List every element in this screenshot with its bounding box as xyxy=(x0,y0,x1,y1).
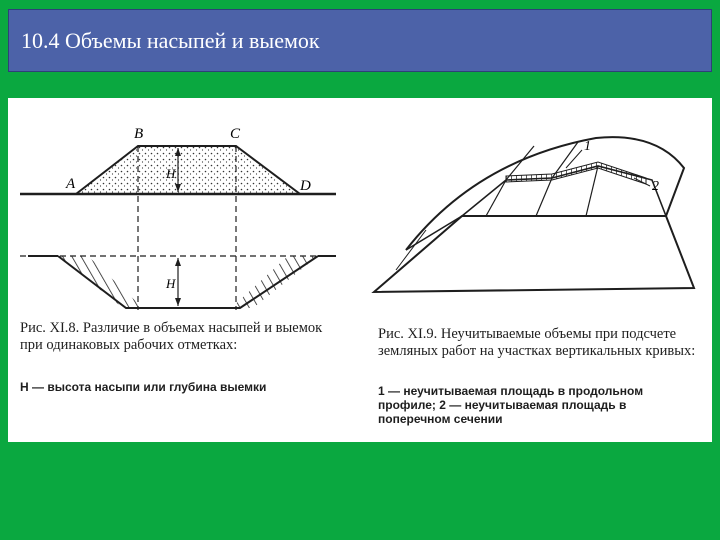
caption-left: Рис. XI.8. Различие в объемах насыпей и выемок при одинаковых рабочих отметках: xyxy=(20,320,323,353)
caption-right: Рис. XI.9. Неучитываемые объемы при подсчете земляных работ на участках вертикальных кривых: xyxy=(378,326,696,359)
vertical-curve-figure xyxy=(366,120,702,320)
outer-surface xyxy=(374,216,694,292)
note-right: 1 — неучитываемая площадь в продольном профиле; 2 — неучитываемая площадь в поперечном сечении xyxy=(378,384,644,426)
title-bar xyxy=(8,9,712,72)
embankment-fill xyxy=(76,146,300,194)
slide-title: 10.4 Объемы насыпей и выемок xyxy=(21,28,320,53)
label-h-bottom: H xyxy=(166,276,176,291)
embankment-cut-figure xyxy=(18,116,338,316)
label-a: A xyxy=(66,176,76,192)
label-2: 2 xyxy=(652,179,659,194)
label-b: B xyxy=(134,126,144,142)
note-left: H — высота насыпи или глубина выемки xyxy=(20,380,267,394)
label-d: D xyxy=(300,178,311,194)
figure-panel xyxy=(8,98,712,442)
cut-left-hatch xyxy=(58,256,143,308)
label-h-top: H xyxy=(166,166,176,181)
label-c: C xyxy=(230,126,241,142)
label-1: 1 xyxy=(584,139,591,154)
